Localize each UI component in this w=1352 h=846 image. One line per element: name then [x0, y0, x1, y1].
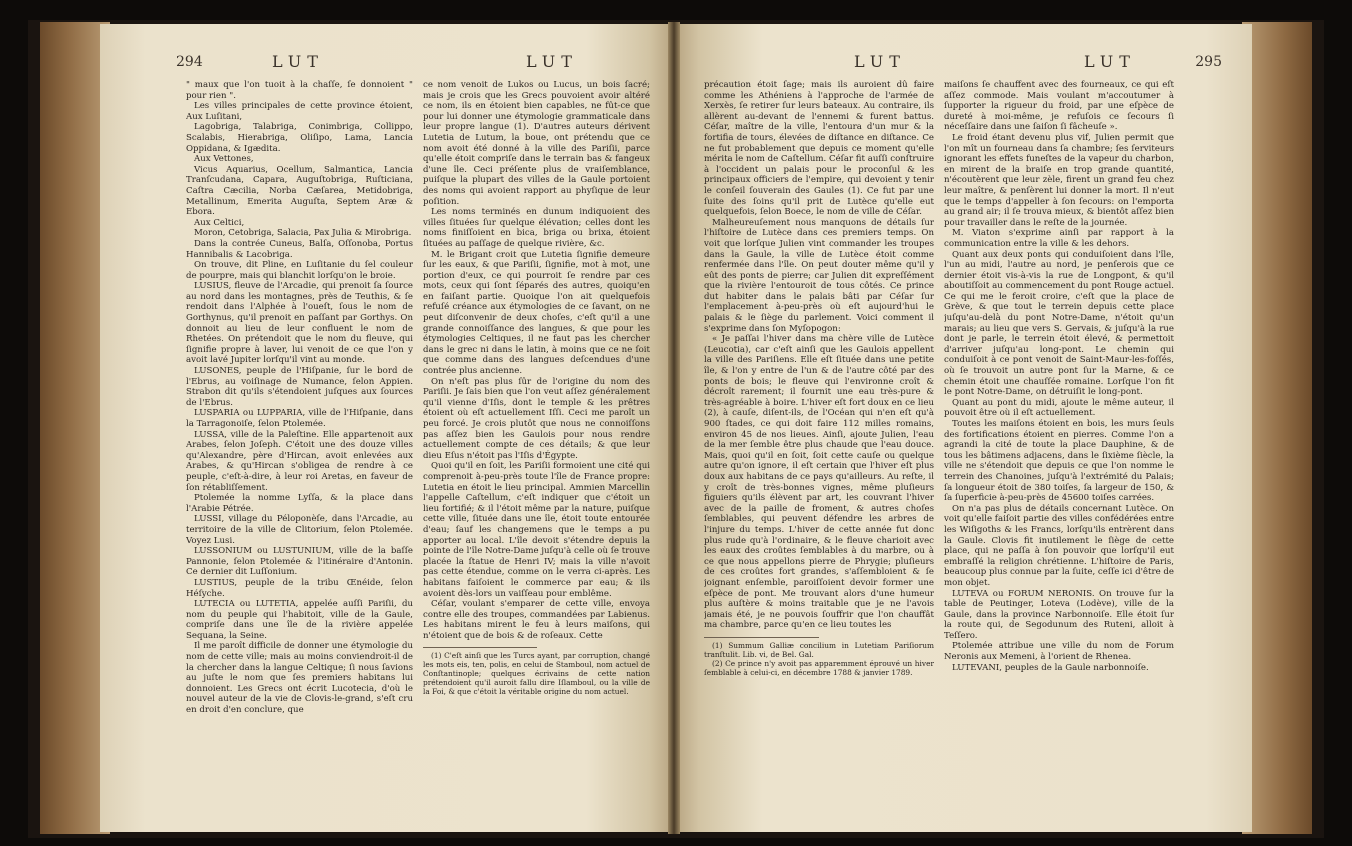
footnote: (1) C'eſt ainſi que les Turcs ayant, par corruption, changé les mots eis, ten, polis, en celui de Stamboul, nom actuel de Conſtantinople; quelques écrivains de cette nation prétendoient qu'il auroit fallu dire Iſlamboul, ou la ville de la Foi, & que c'étoit la véritable origine du nom actuel. — [423, 651, 650, 697]
left-column-1 — [186, 80, 413, 820]
right-header-word-1: LUT — [854, 52, 906, 71]
left-header-word-2: LUT — [526, 52, 578, 71]
left-page-columns — [186, 80, 650, 820]
paragraph: Lagobriga, Talabriga, Conimbriga, Collippo, Scalabis, Hierabriga, Oliſipo, Lama, Lancia Oppidana, & Igædita. — [186, 122, 413, 154]
right-column-1 — [704, 80, 934, 820]
paragraph: On trouve, dit Pline, en Luſitanie du ſel couleur de pourpre, mais qui blanchit lorſqu'on le broie. — [186, 260, 413, 281]
entry-lusius: LUSIUS, fleuve de l'Arcadie, qui prenoit ſa ſource au nord dans les montagnes, près de Teuthis, & ſe rendoit dans l'Alphée à l'oueſt, ſous le nom de Gorthynus, qu'il prenoit en paſſant par Gorthys. On donnoit au lieu de leur confluent le nom de Rhetées. On prétendoit que le nom du fleuve, qui ſignifie propre à laver, lui venoit de ce que l'on y avoit lavé Jupiter lorſqu'il vint au monde. — [186, 281, 413, 366]
entry-lutevani: LUTEVANI, peuples de la Gaule narbonnoiſe. — [952, 662, 1149, 673]
entry-lussa: LUSSA, ville de la Paleſtine. Elle appartenoit aux Arabes, ſelon Joſeph. C'étoit une des douze villes qu'Alexandre, père d'Hircan, avoit enlevées aux Arabes, & qu'Hircan s'obligea de rendre à ce peuple, c'eſt-à-dire, à leur roi Aretas, en faveur de ſon rétabliſſement. — [186, 429, 413, 493]
paragraph: précaution étoit ſage; mais ils auroient dû faire comme les Athéniens à l'approche de l'armée de Xerxès, ſe retirer ſur leurs bateaux. Au contraire, ils allèrent au-devant de l'ennemi & furent battus. Céſar, maître de la ville, l'entoura d'un mur & la fortifia de tours, élevées de diſtance en diſtance. Ce ne fut probablement que depuis ce moment qu'elle mérita le nom de Caſtellum. Céſar fit auſſi conſtruire à l'occident un palais pour le proconſul & les principaux officiers de l'empire, qui devoient y tenir le conſeil ſouverain des Gaules (1). Ce fut par une ſuite des ſoins qu'il prit de Lutèce qu'elle eut quelquefois, ſelon Boece, le nom de ville de Céſar. — [704, 80, 934, 218]
entry-luteva: LUTEVA ou FORUM NERONIS. On trouve ſur la table de Peutinger, Loteva (Lodève), ville de la Gaule, dans la province Narbonnoiſe. Elle étoit ſur la route qui, de Segodunum des Ruteni, alloit à Teſſero. — [944, 588, 1174, 641]
paragraph: Le froid étant devenu plus vif, Julien permit que l'on mît un fourneau dans ſa chambre; ſes ſerviteurs ignorant les effets funeſtes de la vapeur du charbon, en mirent de la braiſe en trop grande quantité, n'écoutèrent que leur zèle, firent un grand feu chez leur maître, & penſèrent lui donner la mort. Il n'eut que le temps d'appeller à ſon ſecours: on l'emporta au grand air; il ſe trouva mieux, & bientôt aſſez bien pour travailler dans le reſte de la journée. — [944, 132, 1174, 228]
entry-lussi: LUSSI, village du Péloponèſe, dans l'Arcadie, au territoire de la ville de Clitorium, ſelon Ptolemée. Voyez Lusi. — [186, 514, 413, 546]
paragraph: Aux Celtici, — [194, 217, 245, 228]
paragraph: Malheureuſement nous manquons de détails ſur l'hiſtoire de Lutèce dans ces premiers temps. On voit que lorſque Julien vint commander les troupes dans la Gaule, la ville de Lutèce étoit comme renfermée dans l'île. On peut douter même qu'il y eût des ponts de pierre; car Julien dit expreſſément que la rivière l'entouroit de tous côtés. Ce prince dut habiter dans le palais bâti par Céſar ſur l'emplacement à-peu-près où eſt aujourd'hui le palais & le ſiège du parlement. Voici comment il s'exprime dans ſon Myſopogon: — [704, 217, 934, 334]
entry-lussonium: LUSSONIUM ou LUSTUNIUM, ville de la baſſe Pannonie, ſelon Ptolemée & l'itinéraire d'Antonin. Ce dernier dit Luſſonium. — [186, 546, 413, 578]
paragraph: Quant au pont du midi, ajoute le même auteur, il pouvoit être où il eſt actuellement. — [944, 397, 1174, 419]
left-column-2 — [423, 80, 650, 820]
right-header-word-2: LUT — [1084, 52, 1136, 71]
paragraph: M. Viaton s'exprime ainſi par rapport à la communication entre la ville & les dehors. — [944, 228, 1174, 249]
paragraph: Il me paroît difficile de donner une étymologie du nom de cette ville; mais au moins conviendroit-il de la chercher dans la langue Celtique; ſi nous ſavions au juſte le nom que ſes premiers habitans lui donnoient. Les Grecs ont écrit Lucotecia, d'où le nouvel auteur de la vie de Clovis-le-grand, s'eſt cru en droit d'en conclure, que — [186, 641, 413, 716]
left-page-header — [176, 52, 650, 76]
footnote-rule — [423, 647, 537, 648]
right-column-2 — [944, 80, 1174, 820]
paragraph: ce nom venoit de Lukos ou Lucus, un bois ſacré; mais je crois que les Grecs pouvoient avoir altéré ce nom, ils en étoient bien capables, ne fût-ce que pour lui donner une étymologie grammaticale dans leur propre langue (1). D'autres auteurs dérivent Lutetia de Lutum, la boue, ont prétendu que ce nom avoit été donné à la ville des Pariſii, parce qu'elle étoit compriſe dans le terrain bas & fangeux d'une île. Ceci préſente plus de vraiſemblance, puiſque la plupart des villes de la Gaule portoient des noms qui avoient rapport au phyſique de leur poſition. — [423, 80, 650, 207]
right-page-columns — [704, 80, 1174, 820]
paragraph: Quoi qu'il en ſoit, les Pariſii formoient une cité qui comprenoit à-peu-près toute l'île de France propre: Lutetia en étoit le lieu principal. Ammien Marcellin l'appelle Caſtellum, c'eſt indiquer que c'étoit un lieu fortifié; & il l'étoit même par la nature, puiſque cette ville, ſituée dans une île, étoit toute entourée d'eau; ſauf les changemens que le temps a pu apporter au local. L'île devoit s'étendre depuis la pointe de l'île Notre-Dame juſqu'à celle où ſe trouve placée la ſtatue de Henri IV; mais la ville n'avoit pas cette étendue, comme on le verra ci-après. Les habitans faiſoient le commerce par eau; & ils avoient dès-lors un vaiſſeau pour emblême. — [423, 461, 650, 599]
paragraph: M. le Brigant croit que Lutetia ſignifie demeure ſur les eaux, & que Pariſii, ſignifie, mot à mot, une portion d'eux, ce qui pourroit ſe rendre par ces mots, ceux qui ſont ſéparés des autres, quoiqu'en en faiſant partie. Quoique l'on ait quelquefois refuſé créance aux étymologies de ce ſavant, on ne peut diſconvenir de deux choſes, c'eſt qu'il a une grande connoiſſance des langues, & que pour les étymologies Celtiques, il ne faut pas les chercher dans le grec ni dans le latin, à moins que ce ne ſoit que comme dans des langues deſcendues d'une contrée plus ancienne. — [423, 249, 650, 377]
paragraph: On n'eſt pas plus ſûr de l'origine du nom des Pariſii. Je ſais bien que l'on veut aſſez généralement qu'il vienne d'Iſis, dont le temple & les prêtres étoient où eſt actuellement Iſſi. Ceci me paroît un peu forcé. Je crois plutôt que nous ne connoiſſons pas aſſez bien les Gaulois pour nous rendre actuellement compte de ces détails; & que leur dieu Eſus n'étoit pas l'Iſis d'Égypte. — [423, 376, 650, 461]
paragraph: Les villes principales de cette province étoient, Aux Luſitani, — [186, 101, 413, 122]
footnote-rule — [704, 637, 819, 638]
book-gutter — [668, 22, 680, 834]
right-page-edges — [1242, 22, 1312, 834]
paragraph: Ptolemée la nomme Lyſſa, & la place dans l'Arabie Pétrée. — [186, 493, 413, 514]
paragraph: " maux que l'on tuoit à la chaſſe, ſe donnoient " pour rien ". — [186, 80, 413, 101]
paragraph: Dans la contrée Cuneus, Balſa, Oſſonoba, Portus Hannibalis & Lacobriga. — [186, 238, 413, 260]
entry-lustius: LUSTIUS, peuple de la tribu Œnéide, ſelon Héſyche. — [186, 577, 413, 599]
quotation: « Je paſſai l'hiver dans ma chère ville de Lutèce (Leucotia), car c'eſt ainſi que les Gaulois appellent la ville des Pariſiens. Elle eſt ſituée dans une petite île, & l'on y entre de l'un & de l'autre côté par des ponts de bois; le fleuve qui l'environne croît & décroît rarement; il fournit une eau très-pure & très-agréable à boire. L'hiver eſt fort doux en ce lieu (2), à cauſe, diſent-ils, de l'Océan qui n'en eſt qu'à 900 ſtades, ce qui doit faire 112 milles romains, environ 45 de nos lieues. Ainſi, ajoute Julien, l'eau de la mer ſemble être plus chaude que l'eau douce. Mais, quoi qu'il en ſoit, ſoit cette cauſe ou quelque autre qu'on ignore, il eſt certain que l'hiver eſt plus doux aux habitans de ce pays qu'ailleurs. Au reſte, il y croît de très-bonnes vignes, même pluſieurs figuiers qu'ils élèvent par art, les couvrant l'hiver avec de la paille de froment, & autres choſes ſemblables, qui peuvent défendre les arbres de l'injure du temps. L'hiver de cette année fut donc plus rude qu'à l'ordinaire, & le fleuve charioit avec les eaux des croûtes ſemblables à du marbre, ou à ce que nous appellons pierre de Phrygie; pluſieurs de ces croûtes fort grandes, s'aſſembloient & ſe joignant enſemble, paroiſſoient devoir former une eſpèce de pont. Me trouvant alors d'une humeur plus auſtère & moins traitable que je ne l'avois jamais été, je ne pouvois ſouffrir que l'on chauffât ma chambre, parce qu'en ce lieu toutes les — [704, 334, 934, 631]
paragraph: Toutes les maiſons étoient en bois, les murs ſeuls des fortifications étoient en pierres. Comme l'on a agrandi la cité de toute la place Dauphine, & de tous les bâtimens adjacens, dans le ſixième ſiècle, la ville ne s'étendoit que depuis ce que l'on nomme le terrein des Chanoines, juſqu'à l'extrémité du Palais; ſa longueur étoit de 380 toiſes, ſa largeur de 150, & ſa ſuperficie à-peu-près de 45600 toiſes carrées. — [944, 419, 1174, 504]
paragraph: Les noms terminés en dunum indiquoient des villes ſituées ſur quelque élévation; celles dont les noms finiſſoient en bica, briga ou brixa, étoient ſituées au paſſage de quelque rivière, &c. — [423, 207, 650, 249]
left-page-number: 294 — [176, 54, 203, 70]
paragraph: Quant aux deux ponts qui conduiſoient dans l'île, l'un au midi, l'autre au nord, je penſerois que ce dernier étoit vis-à-vis la rue de Longpont, & qu'il aboutiſſoit au commencement du pont Rouge actuel. Ce qui me le feroit croire, c'eſt que la place de Grève, & que tout le terrein depuis cette place juſqu'au-delà du pont Notre-Dame, n'étoit qu'un marais; au lieu que vers S. Gervais, & juſqu'à la rue dont je parle, le terrein étoit élevé, & permettoit d'arriver juſqu'au long-pont. Le chemin qui conduiſoit à ce pont venoit de Saint-Maur-les-foſſés, où ſe trouvoit un autre pont ſur la Marne, & ce chemin étoit une chauſſée romaine. Lorſque l'on fit le pont Notre-Dame, on détruiſit le long-pont. — [944, 249, 1174, 398]
paragraph: On n'a pas plus de détails concernant Lutèce. On voit qu'elle faiſoit partie des villes confédérées entre les Wiſigoths & les Francs, lorſqu'ils entrèrent dans la Gaule. Clovis fit inutilement le ſiège de cette place, qui ne paſſa à ſon pouvoir que lorſqu'il eut embraſſé la religion chrétienne. L'hiſtoire de Paris, beaucoup plus connue par la ſuite, ceſſe ici d'être de mon objet. — [944, 503, 1174, 588]
left-page — [100, 24, 672, 832]
left-header-word-1: LUT — [272, 52, 324, 71]
entry-lutecia: LUTECIA ou LUTETIA, appelée auſſi Pariſii, du nom du peuple qui l'habitoit, ville de la Gaule, compriſe dans une île de la rivière appelée Sequana, la Seine. — [186, 599, 413, 641]
right-page — [676, 24, 1252, 832]
footnote-1: (1) Summum Galliæ concilium in Lutetiam Pariſiorum tranſtulit. Lib. vi, de Bel. Gal. — [704, 640, 934, 659]
paragraph: Céſar, voulant s'emparer de cette ville, envoya contre elle des troupes, commandées par Labienus. Les habitans mirent le feu à leurs maiſons, qui n'étoient que de bois & de roſeaux. Cette — [423, 599, 650, 641]
paragraph: Vicus Aquarius, Ocellum, Salmantica, Lancia Tranſcudana, Capara, Auguſtobriga, Ruſticiana, Caſtra Cæcilia, Norba Cæſarea, Metidobriga, Metallinum, Emerita Auguſta, Septem Aræ & Ebora. — [186, 164, 413, 218]
paragraph: maiſons ſe chauffent avec des fourneaux, ce qui eſt aſſez commode. Mais voulant m'accoutumer à ſupporter la rigueur du froid, par une eſpèce de dureté à moi-même, je refuſois ce ſecours ſi néceſſaire dans une ſaiſon ſi fâcheuſe ». — [944, 80, 1174, 133]
right-page-number: 295 — [1195, 54, 1222, 70]
entry-lusones: LUSONES, peuple de l'Hiſpanie, ſur le bord de l'Ebrus, au voiſinage de Numance, ſelon Appien. Strabon dit qu'ils s'étendoient juſques aux ſources de l'Ebrus. — [186, 366, 413, 408]
footnote-2: (2) Ce prince n'y avoit pas apparemment éprouvé un hiver ſemblable à celui-ci, en décembre 1788 & janvier 1789. — [704, 658, 934, 677]
paragraph: Moron, Cetobriga, Salacia, Pax Julia & Mirobriga. — [194, 228, 412, 239]
right-page-header — [704, 52, 1222, 76]
entry-lusparia: LUSPARIA ou LUPPARIA, ville de l'Hiſpanie, dans la Tarragonoiſe, ſelon Ptolemée. — [186, 408, 413, 429]
paragraph: Ptolemée attribue une ville du nom de Forum Neronis aux Memeni, à l'orient de Rhenea. — [944, 641, 1174, 663]
paragraph: Aux Vettones, — [194, 154, 254, 165]
